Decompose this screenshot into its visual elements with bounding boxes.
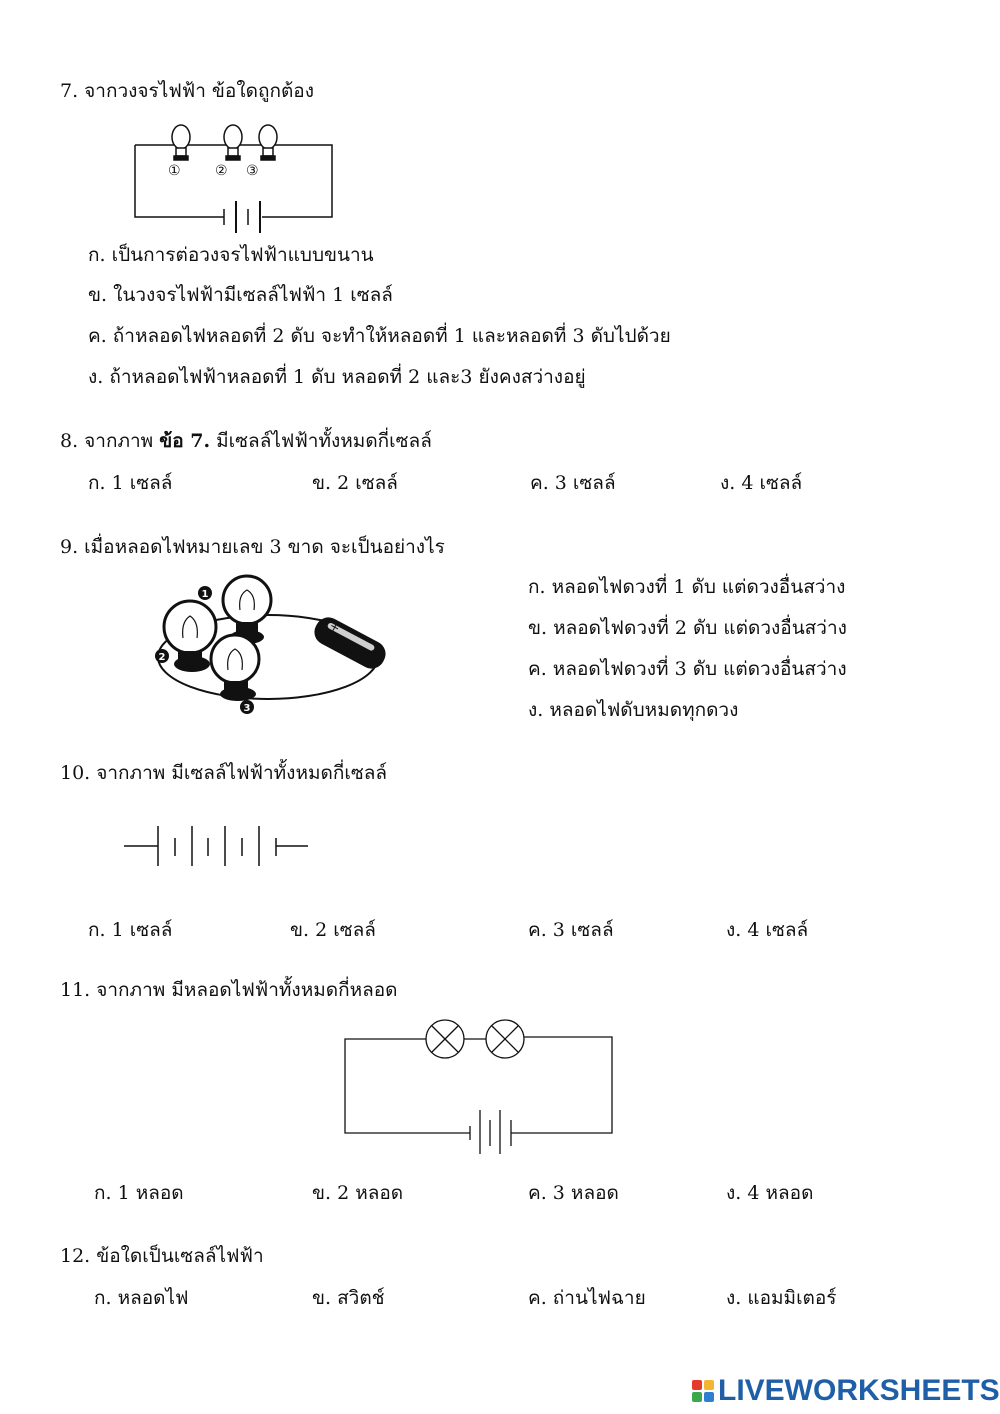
q8-choice-c[interactable]: ค. 3 เซลล์ (530, 472, 616, 494)
bulb-label-2: ② (215, 163, 228, 179)
q8-choice-a[interactable]: ก. 1 เซลล์ (88, 472, 173, 494)
logo-text: LIVEWORKSHEETS (718, 1374, 1000, 1407)
q10-choice-c[interactable]: ค. 3 เซลล์ (528, 919, 614, 941)
q11-prompt: 11. จากภาพ มีหลอดไฟฟ้าทั้งหมดกี่หลอด (60, 979, 398, 1001)
lamp-2-icon (486, 1020, 524, 1058)
q8-prompt-bold: ข้อ 7. (159, 430, 211, 452)
bulb-label-1: ① (168, 163, 181, 179)
bulb-label-3: ③ (246, 163, 259, 179)
q9-choice-d[interactable]: ง. หลอดไฟดับหมดทุกดวง (528, 699, 739, 721)
q12-choice-b[interactable]: ข. สวิตช์ (312, 1287, 385, 1309)
q7-choice-d[interactable]: ง. ถ้าหลอดไฟฟ้าหลอดที่ 1 ดับ หลอดที่ 2 และ3 ยังคงสว่างอยู่ (88, 366, 586, 388)
bulb-marker-3: 3 (243, 703, 251, 714)
q7-choice-c[interactable]: ค. ถ้าหลอดไฟหลอดที่ 2 ดับ จะทำให้หลอดที่ 1 และหลอดที่ 3 ดับไปด้วย (88, 325, 671, 347)
svg-text:+: + (327, 618, 343, 636)
q7-choice-a[interactable]: ก. เป็นการต่อวงจรไฟฟ้าแบบขนาน (88, 244, 374, 266)
logo-square-2 (704, 1380, 714, 1390)
q12-choice-d[interactable]: ง. แอมมิเตอร์ (726, 1287, 837, 1309)
q12-choice-a[interactable]: ก. หลอดไฟ (94, 1287, 189, 1309)
q10-choice-d[interactable]: ง. 4 เซลล์ (726, 919, 809, 941)
q11-choice-d[interactable]: ง. 4 หลอด (726, 1182, 814, 1204)
q9-choice-a[interactable]: ก. หลอดไฟดวงที่ 1 ดับ แต่ดวงอื่นสว่าง (528, 576, 846, 598)
q7-prompt: 7. จากวงจรไฟฟ้า ข้อใดถูกต้อง (60, 80, 314, 102)
bulb-marker-1: 1 (201, 589, 209, 600)
logo-square-1 (692, 1380, 702, 1390)
logo-square-3 (692, 1392, 702, 1402)
q8-prompt-pre: 8. จากภาพ (60, 430, 160, 452)
bulb-marker-2: 2 (158, 652, 166, 663)
q10-choice-b[interactable]: ข. 2 เซลล์ (290, 919, 376, 941)
q8-choice-b[interactable]: ข. 2 เซลล์ (312, 472, 398, 494)
q10-choice-a[interactable]: ก. 1 เซลล์ (88, 919, 173, 941)
q9-choice-c[interactable]: ค. หลอดไฟดวงที่ 3 ดับ แต่ดวงอื่นสว่าง (528, 658, 847, 680)
logo-square-4 (704, 1392, 714, 1402)
liveworksheets-logo (692, 1374, 1000, 1408)
q12-prompt: 12. ข้อใดเป็นเซลล์ไฟฟ้า (60, 1245, 264, 1267)
q7-choice-b[interactable]: ข. ในวงจรไฟฟ้ามีเซลล์ไฟฟ้า 1 เซลล์ (88, 284, 393, 306)
q12-choice-c[interactable]: ค. ถ่านไฟฉาย (528, 1287, 646, 1309)
q10-prompt: 10. จากภาพ มีเซลล์ไฟฟ้าทั้งหมดกี่เซลล์ (60, 762, 388, 784)
q8-prompt-post: มีเซลล์ไฟฟ้าทั้งหมดกี่เซลล์ (210, 430, 432, 452)
q11-choice-c[interactable]: ค. 3 หลอด (528, 1182, 619, 1204)
q11-choice-b[interactable]: ข. 2 หลอด (312, 1182, 404, 1204)
q9-choice-b[interactable]: ข. หลอดไฟดวงที่ 2 ดับ แต่ดวงอื่นสว่าง (528, 617, 847, 639)
q9-prompt: 9. เมื่อหลอดไฟหมายเลข 3 ขาด จะเป็นอย่างไร (60, 536, 445, 558)
lamp-1-icon (426, 1020, 464, 1058)
q11-choice-a[interactable]: ก. 1 หลอด (94, 1182, 184, 1204)
q8-choice-d[interactable]: ง. 4 เซลล์ (720, 472, 803, 494)
logo-mark-icon (692, 1380, 714, 1402)
